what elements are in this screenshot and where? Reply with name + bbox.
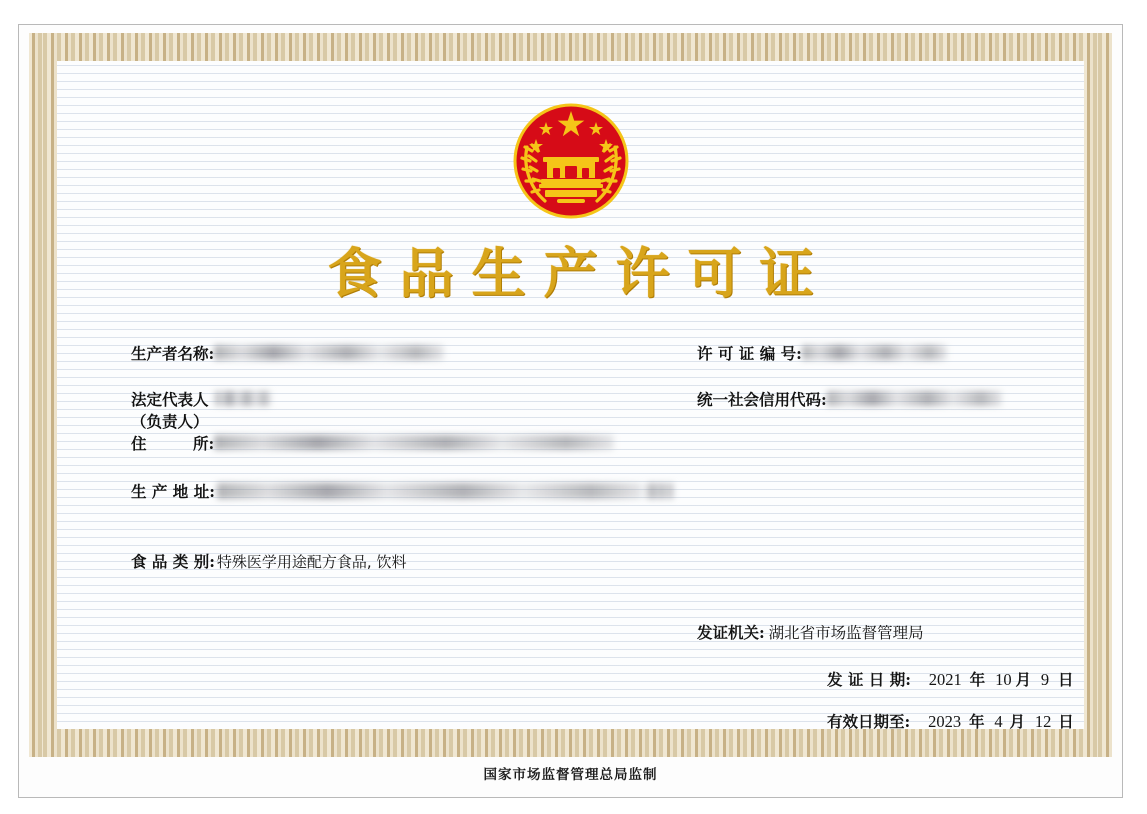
china-national-emblem-icon (505, 95, 637, 221)
field-legal-rep (131, 389, 651, 411)
field-food-category-label: 食 品 类 别: (131, 552, 215, 571)
field-credit-code (697, 389, 1002, 411)
certificate-outer-frame (18, 24, 1123, 798)
certificate-body (57, 61, 1084, 729)
field-food-category-value: 特殊医学用途配方食品, 饮料 (216, 553, 407, 571)
field-legal-rep-sublabel: （负责人） (131, 412, 209, 431)
valid-until-month: 4 (994, 712, 1003, 729)
issue-date-month: 10 (995, 670, 1012, 689)
field-license-no-value (802, 345, 947, 360)
field-address-label: 住 所: (131, 434, 215, 453)
field-production-address-value (217, 481, 674, 503)
field-legal-rep-sub (131, 411, 209, 433)
field-address-value (214, 435, 614, 450)
issue-date-year-unit: 年 (969, 670, 986, 689)
certificate-title: 食品生产许可证 (327, 241, 832, 305)
field-producer-name-label: 生产者名称: (131, 344, 215, 363)
footer-note: 国家市场监督管理总局监制 (483, 767, 658, 783)
field-food-category (131, 551, 691, 573)
field-license-no-label: 许 可 证 编 号: (697, 344, 802, 363)
field-producer-name-value (214, 345, 444, 360)
issuing-authority-row (697, 622, 924, 645)
valid-until-day: 12 (1034, 712, 1052, 729)
valid-until-row (827, 711, 1074, 729)
valid-until-year-unit: 年 (968, 712, 985, 729)
field-credit-code-value (827, 391, 1002, 406)
field-credit-code-label: 统一社会信用代码: (697, 390, 827, 409)
certificate-decorative-border (29, 33, 1112, 757)
issue-date-month-unit: 月 (1015, 670, 1031, 689)
issue-date-label: 发 证 日 期: (827, 670, 911, 689)
field-address (131, 433, 671, 455)
valid-until-month-unit: 月 (1009, 712, 1026, 729)
field-license-no (697, 343, 947, 365)
field-production-address-label: 生 产 地 址: (131, 482, 215, 501)
valid-until-label: 有效日期至: (827, 712, 911, 729)
valid-until-year: 2023 (928, 712, 962, 729)
field-legal-rep-label: 法定代表人 (131, 390, 209, 409)
issue-date-row (827, 669, 1073, 692)
field-production-address (131, 481, 676, 503)
issuing-authority-value: 湖北省市场监督管理局 (768, 624, 924, 642)
issue-date-day: 9 (1040, 670, 1050, 689)
field-legal-rep-value (215, 391, 271, 406)
field-producer-name (131, 343, 651, 365)
valid-until-day-unit: 日 (1058, 712, 1074, 729)
issue-date-year: 2021 (928, 670, 962, 689)
issue-date-day-unit: 日 (1057, 670, 1074, 689)
issuing-authority-label: 发证机关: (697, 623, 765, 642)
